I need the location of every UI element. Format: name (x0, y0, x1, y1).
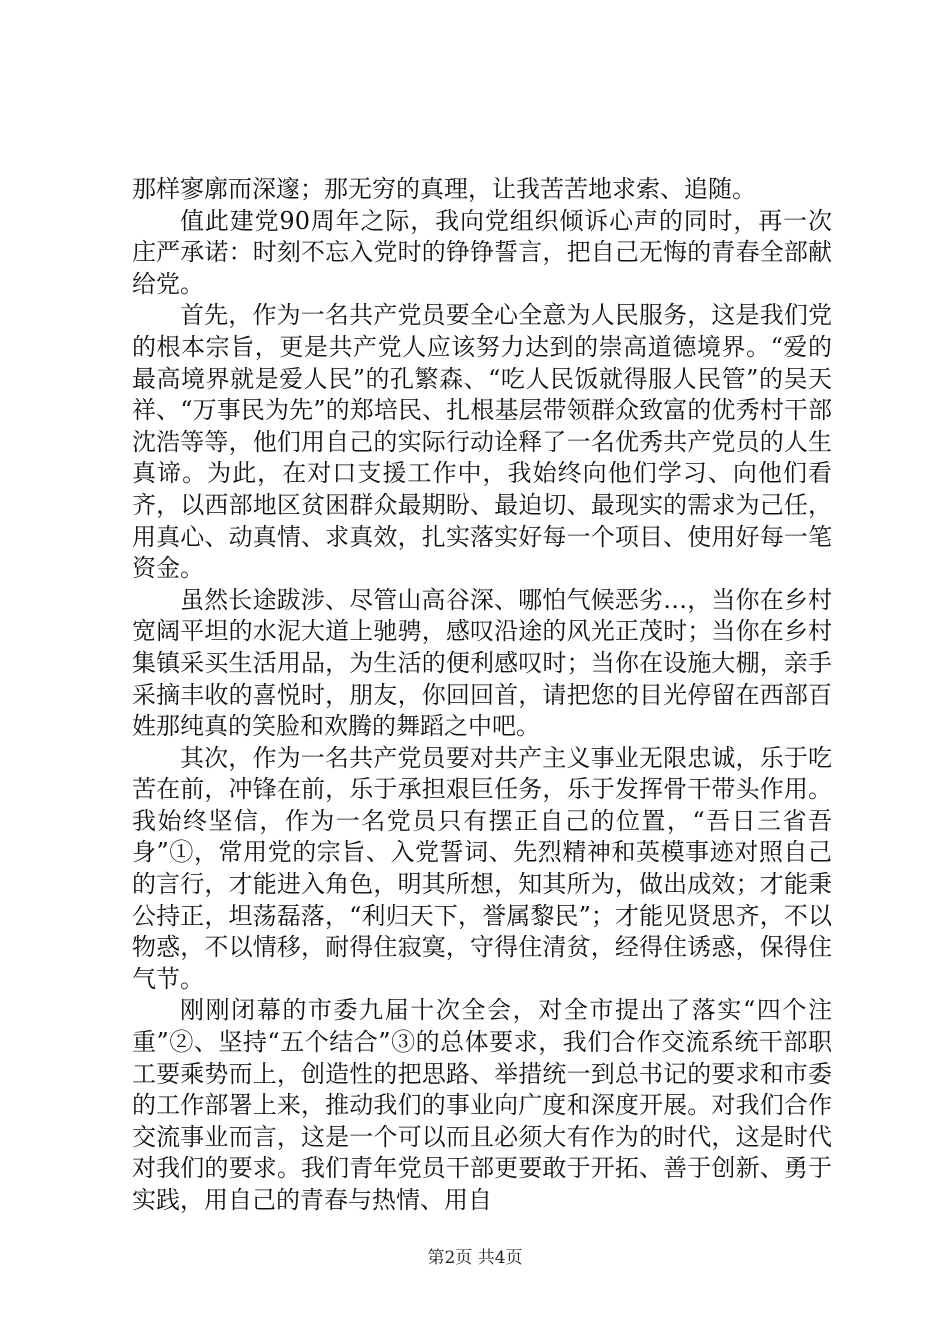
page-footer (0, 1243, 950, 1268)
paragraph-1: 那样寥廓而深邃；那无穷的真理，让我苦苦地求索、追随。 (132, 175, 756, 203)
body-text (132, 174, 832, 1217)
paragraph-5: 其次，作为一名共产党员要对共产主义事业无限忠诚，乐于吃苦在前，冲锋在前，乐于承担艰巨任务，乐于发挥骨干带头作用。我始终坚信，作为一名党员只有摆正自己的位置，“吾日三省吾身”①，常用党的宗旨、入党誓词、先烈精神和英模事迹对照自己的言行，才能进入角色，明其所想，知其所为，做出成效；才能秉公持正，坦荡磊落，“利归天下，誉属黎民”；才能见贤思齐，不以物惑，不以情移，耐得住寂寞，守得住清贫，经得住诱惑，保得住气节。 (132, 743, 832, 993)
paragraph-3: 首先，作为一名共产党员要全心全意为人民服务，这是我们党的根本宗旨，更是共产党人应该努力达到的崇高道德境界。“爱的最高境界就是爱人民”的孔繁森、“吃人民饭就得服人民管”的吴天祥、“万事民为先”的郑培民、扎根基层带领群众致富的优秀村干部沈浩等等，他们用自己的实际行动诠释了一名优秀共产党员的人生真谛。为此，在对口支援工作中，我始终向他们学习、向他们看齐，以西部地区贫困群众最期盼、最迫切、最现实的需求为己任，用真心、动真情、求真效，扎实落实好每一个项目、使用好每一笔资金。 (132, 301, 832, 583)
paragraph-6: 刚刚闭幕的市委九届十次全会，对全市提出了落实“四个注重”②、坚持“五个结合”③的总体要求，我们合作交流系统干部职工要乘势而上，创造性的把思路、举措统一到总书记的要求和市委的工作部署上来，推动我们的事业向广度和深度开展。对我们合作交流事业而言，这是一个可以而且必须大有作为的时代，这是时代对我们的要求。我们青年党员干部更要敢于开拓、善于创新、勇于实践，用自己的青春与热情、用自 (132, 996, 832, 1214)
paragraph-4: 虽然长途跋涉、尽管山高谷深、哪怕气候恶劣…，当你在乡村宽阔平坦的水泥大道上驰骋，感叹沿途的风光正茂时；当你在乡村集镇采买生活用品，为生活的便利感叹时；当你在设施大棚，亲手采摘丰收的喜悦时，朋友，你回回首，请把您的目光停留在西部百姓那纯真的笑脸和欢腾的舞蹈之中吧。 (132, 585, 832, 741)
page-number: 第2页 共4页 (427, 1248, 523, 1268)
paragraph-2: 值此建党90周年之际，我向党组织倾诉心声的同时，再一次庄严承诺：时刻不忘入党时的铮铮誓言，把自己无悔的青春全部献给党。 (132, 206, 832, 298)
